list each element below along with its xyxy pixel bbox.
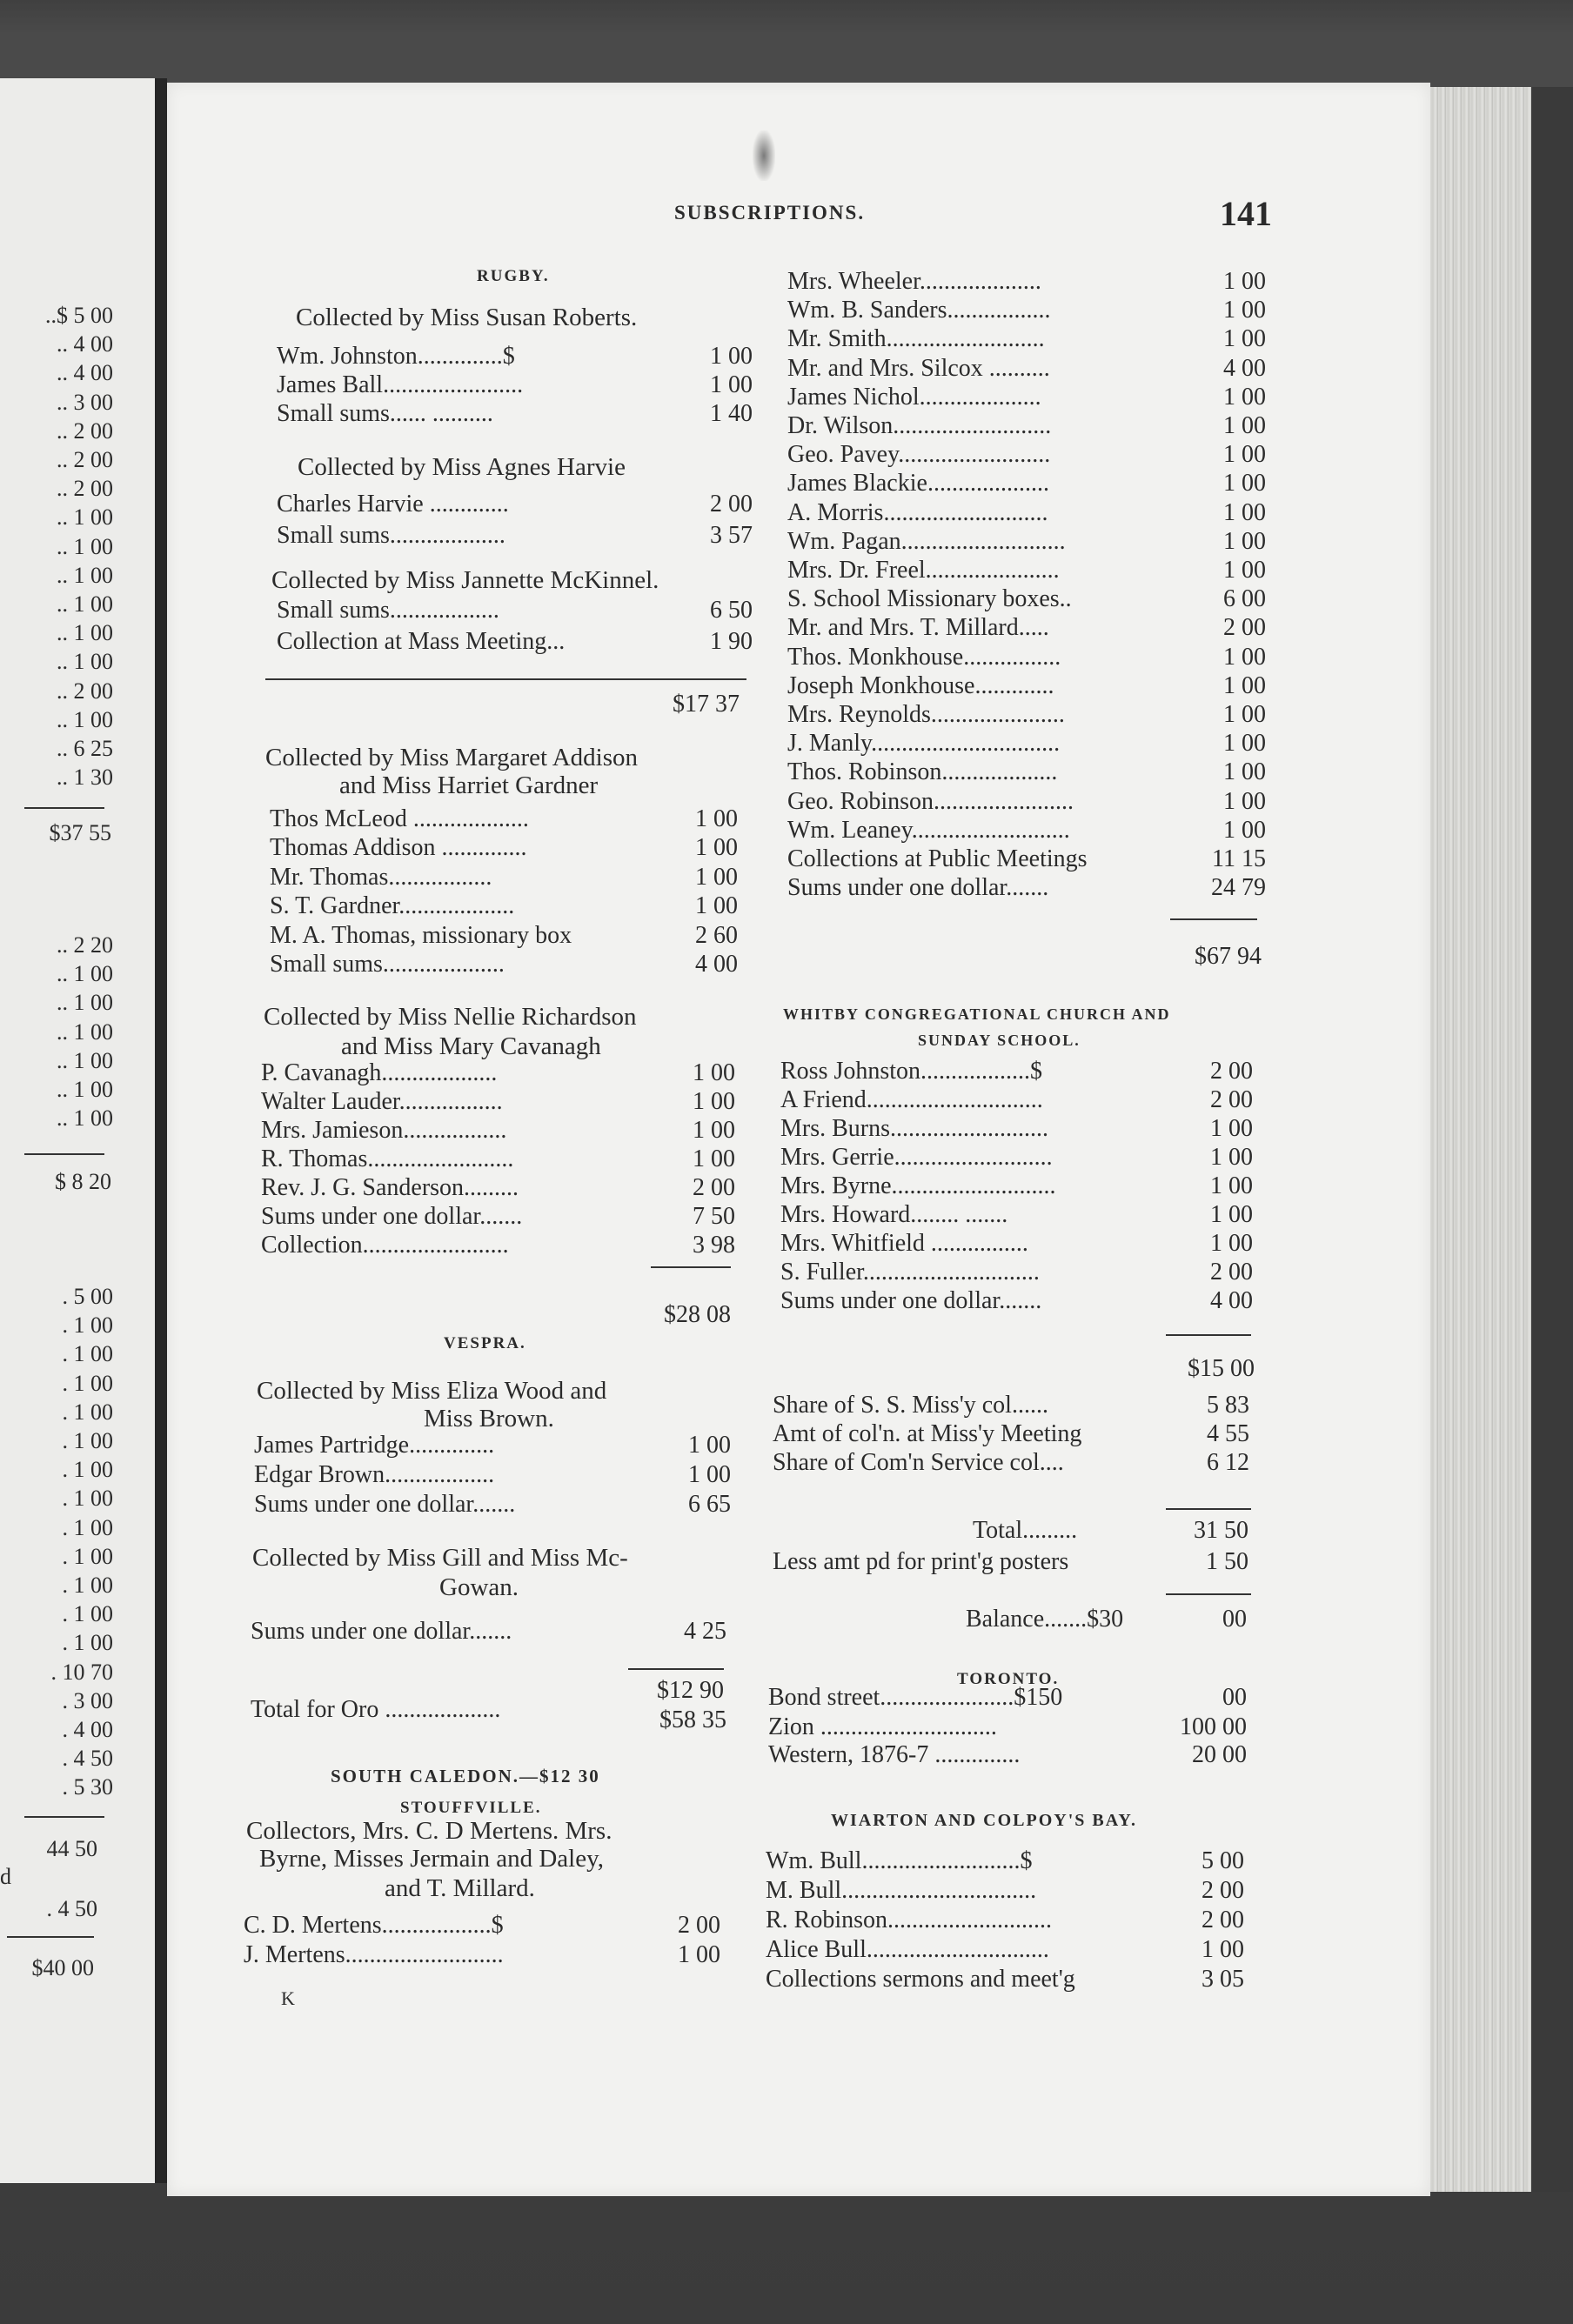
entry-amount: 4 00 [695, 951, 738, 978]
entry-name: Sums under one dollar....... [251, 1619, 512, 1644]
entry-amount: 2 00 [1210, 1259, 1253, 1286]
entry-name: Mr. and Mrs. T. Millard..... [787, 616, 1049, 641]
entry-amount: 2 00 [1202, 1877, 1244, 1904]
entry-name: Mrs. Howard........ ....... [780, 1203, 1008, 1227]
entry-name: Alice Bull.............................. [766, 1938, 1049, 1962]
fragment-amount: .. 2 20 [57, 932, 113, 958]
total-rule [24, 807, 104, 809]
fragment-amount: .. 6 25 [57, 736, 113, 761]
entry-name: P. Cavanagh................... [261, 1061, 498, 1085]
entry-name: Dr. Wilson.......................... [787, 414, 1052, 438]
section-title: SOUTH CALEDON.—$12 30 [331, 1766, 600, 1786]
collector-heading: Collected by Miss Nellie Richardson [264, 1003, 637, 1031]
entry-name: Bond street......................$150 [768, 1686, 1063, 1710]
fragment-amount: .. 4 00 [57, 331, 113, 357]
entry-name: R. Robinson........................... [766, 1908, 1053, 1933]
entry-amount: 1 00 [693, 1059, 735, 1086]
entry-name: Small sums...... .......... [277, 402, 493, 426]
fragment-amount: . 1 00 [62, 1428, 113, 1453]
fragment-amount: . 1 00 [62, 1399, 113, 1425]
entry-amount: 6 12 [1207, 1449, 1249, 1476]
total-amount: 31 50 [1194, 1517, 1248, 1544]
collector-heading: Byrne, Misses Jermain and Daley, [259, 1845, 604, 1873]
total-rule [1170, 918, 1257, 920]
entry-name: Share of Com'n Service col.... [773, 1451, 1064, 1475]
collector-heading: Gowan. [439, 1573, 519, 1601]
entry-amount: 1 00 [695, 892, 738, 920]
entry-amount: 2 00 [1223, 614, 1266, 642]
entry-name: James Blackie.................... [787, 471, 1049, 497]
page-number: 141 [1220, 194, 1272, 233]
entry-name: Mrs. Burns.......................... [780, 1117, 1049, 1141]
entry-amount: 1 00 [1210, 1172, 1253, 1199]
entry-amount: 00 [1222, 1684, 1247, 1711]
entry-name: Rev. J. G. Sanderson......... [261, 1176, 519, 1200]
entry-amount: 1 00 [710, 343, 753, 370]
fragment-amount: ..$ 5 00 [45, 303, 113, 328]
fragment-amount: .. 1 00 [57, 1018, 113, 1045]
fragment-amount: .. 2 00 [57, 447, 113, 472]
entry-name: A Friend............................. [780, 1088, 1043, 1112]
fragment-total: $ 8 20 [55, 1169, 111, 1194]
book-edge-shadow [1531, 87, 1573, 2192]
section-total: $17 37 [673, 691, 740, 718]
total-rule [1166, 1593, 1251, 1595]
fragment-amount: . 4 50 [62, 1746, 113, 1772]
entry-amount: 1 00 [1202, 1936, 1244, 1963]
entry-amount: 1 00 [1223, 557, 1266, 584]
entry-name: A. Morris........................... [787, 500, 1048, 525]
fragment-amount: . 1 00 [62, 1630, 113, 1656]
balance-amount: 00 [1222, 1606, 1247, 1633]
fragment-amount: .. 2 00 [57, 417, 113, 444]
total-rule [1166, 1334, 1251, 1336]
fragment-amount: . 1 00 [62, 1341, 113, 1367]
entry-amount: 3 98 [693, 1232, 735, 1259]
entry-amount: 1 00 [1223, 498, 1266, 526]
entry-amount: 6 50 [710, 597, 753, 624]
fragment-amount: .. 1 00 [57, 649, 113, 675]
entry-amount: 1 00 [1223, 643, 1266, 671]
entry-name: Collections at Public Meetings [787, 847, 1088, 872]
entry-amount: 1 00 [1223, 268, 1266, 295]
section-total: $12 90 [657, 1677, 724, 1704]
collector-heading: and T. Millard. [385, 1874, 535, 1902]
entry-amount: 6 65 [688, 1491, 731, 1518]
entry-amount: 1 00 [1223, 671, 1266, 699]
section-title: SUNDAY SCHOOL. [918, 1032, 1081, 1049]
entry-amount: 1 00 [1223, 730, 1266, 758]
entry-name: Wm. Leaney.......................... [787, 818, 1070, 843]
entry-name: Small sums.................... [270, 952, 505, 977]
fragment-amount: .. 1 00 [57, 533, 113, 559]
fragment-total: $37 55 [49, 820, 111, 845]
entry-name: James Ball....................... [277, 373, 524, 397]
entry-name: Sums under one dollar....... [254, 1493, 516, 1517]
entry-name: Mrs. Jamieson................. [261, 1119, 507, 1143]
fragment-amount: . 1 00 [62, 1601, 113, 1627]
entry-amount: 24 79 [1211, 874, 1266, 902]
entry-name: Sums under one dollar....... [261, 1205, 523, 1229]
fragment-amount: .. 1 00 [57, 591, 113, 617]
entry-amount: 1 00 [695, 805, 738, 832]
running-header: SUBSCRIPTIONS. [674, 202, 866, 224]
entry-name: Zion ............................. [768, 1715, 997, 1740]
entry-amount: 1 00 [1223, 325, 1266, 353]
fragment-amount: . 3 00 [62, 1687, 113, 1713]
fragment-amount: . 5 30 [62, 1774, 113, 1800]
entry-amount: 2 00 [693, 1174, 735, 1201]
collector-heading: Collected by Miss Eliza Wood and [257, 1377, 607, 1405]
collector-heading: and Miss Mary Cavanagh [341, 1032, 601, 1060]
entry-name: Joseph Monkhouse............. [787, 673, 1054, 698]
fragment-amount: . 5 00 [62, 1284, 113, 1309]
entry-amount: 4 25 [684, 1618, 726, 1645]
entry-name: Mr. Thomas................. [270, 865, 492, 890]
fragment-amount: . 10 70 [50, 1659, 113, 1685]
entry-name: Edgar Brown.................. [254, 1463, 495, 1487]
entry-amount: 4 55 [1207, 1420, 1249, 1447]
section-title: RUGBY. [477, 267, 550, 285]
entry-amount: 5 83 [1207, 1392, 1249, 1419]
total-rule [7, 1936, 94, 1938]
entry-amount: 1 00 [678, 1941, 720, 1968]
fragment-amount: . 1 00 [62, 1543, 113, 1569]
entry-name: Wm. Bull..........................$ [766, 1849, 1033, 1873]
entry-name: James Partridge.............. [254, 1433, 495, 1458]
fragment-total: 44 50 [46, 1836, 97, 1861]
total-label: Total......... [973, 1517, 1078, 1544]
entry-name: Collection........................ [261, 1233, 509, 1258]
entry-name: Small sums.................. [277, 598, 499, 623]
entry-name: Sums under one dollar....... [780, 1289, 1042, 1313]
total-rule [651, 1266, 731, 1268]
entry-amount: 100 00 [1180, 1713, 1247, 1740]
fragment-amount: .. 1 00 [57, 706, 113, 732]
total-rule [24, 1816, 104, 1818]
collector-heading: Collectors, Mrs. C. D Mertens. Mrs. [246, 1817, 612, 1845]
entry-amount: 1 90 [710, 628, 753, 655]
total-rule [24, 1153, 104, 1155]
fragment-amount: . 1 00 [62, 1514, 113, 1540]
entry-name: Mr. Smith.......................... [787, 327, 1045, 352]
entry-amount: 1 00 [693, 1117, 735, 1144]
entry-name: Share of S. S. Miss'y col...... [773, 1393, 1048, 1418]
entry-name: Thomas Addison .............. [270, 836, 527, 861]
entry-name: Western, 1876-7 .............. [768, 1743, 1021, 1767]
entry-name: Collections sermons and meet'g [766, 1967, 1075, 1992]
signature-mark: K [281, 1987, 295, 2009]
fragment-amount: . 1 00 [62, 1573, 113, 1598]
fragment-amount: .. 1 00 [57, 504, 113, 531]
fragment-amount: . 1 00 [62, 1312, 113, 1339]
page-stack-edge [1430, 87, 1538, 2192]
deduction-amount: 1 50 [1206, 1548, 1248, 1575]
entry-name: Wm. B. Sanders................. [787, 298, 1051, 324]
entry-amount: 1 00 [695, 834, 738, 862]
entry-name: Amt of col'n. at Miss'y Meeting [773, 1422, 1082, 1446]
entry-amount: 1 00 [1223, 470, 1266, 498]
grand-total-label: Total for Oro ................... [251, 1698, 501, 1722]
entry-name: J. Manly............................... [787, 731, 1061, 757]
collector-heading: Miss Brown. [424, 1405, 554, 1432]
entry-amount: 4 00 [1210, 1287, 1253, 1314]
entry-amount: 1 00 [1223, 412, 1266, 439]
entry-amount: 1 00 [1210, 1115, 1253, 1142]
fragment-amount: . 1 00 [62, 1370, 113, 1396]
fragment-amount: .. 1 00 [57, 961, 113, 987]
entry-amount: 2 00 [1210, 1086, 1253, 1113]
entry-name: Wm. Johnston..............$ [277, 344, 515, 369]
section-title: WHITBY CONGREGATIONAL CHURCH AND [783, 1005, 1171, 1023]
fragment-amount: .. 3 00 [57, 389, 113, 415]
fragment-amount: . 4 00 [62, 1717, 113, 1742]
entry-name: M. Bull................................ [766, 1879, 1037, 1903]
entry-amount: 3 05 [1202, 1966, 1244, 1993]
entry-amount: 2 00 [710, 491, 753, 518]
entry-name: Small sums................... [277, 524, 505, 548]
entry-amount: 1 00 [693, 1088, 735, 1115]
entry-amount: 1 00 [688, 1461, 731, 1488]
entry-amount: 1 00 [1223, 383, 1266, 411]
entry-name: Collection at Mass Meeting... [277, 630, 566, 654]
entry-name: Mrs. Dr. Freel...................... [787, 558, 1060, 583]
entry-name: Mr. and Mrs. Silcox .......... [787, 356, 1050, 381]
entry-name: Geo. Pavey......................... [787, 443, 1051, 468]
collector-heading: and Miss Harriet Gardner [339, 771, 599, 799]
section-title: TORONTO. [957, 1670, 1060, 1688]
entry-name: Charles Harvie ............. [277, 492, 509, 517]
ink-smudge [753, 130, 775, 181]
fragment-amount: .. 1 00 [57, 562, 113, 588]
entry-amount: 1 00 [1210, 1144, 1253, 1171]
entry-name: Geo. Robinson....................... [787, 789, 1074, 814]
entry-name: C. D. Mertens..................$ [244, 1913, 504, 1938]
entry-name: James Nichol.................... [787, 384, 1041, 410]
entry-amount: 1 00 [1223, 787, 1266, 815]
entry-amount: 1 00 [1223, 758, 1266, 786]
entry-amount: 20 00 [1192, 1741, 1247, 1768]
section-title: VESPRA. [444, 1334, 526, 1352]
entry-name: Mrs. Byrne........................... [780, 1174, 1056, 1199]
entry-name: M. A. Thomas, missionary box [270, 923, 572, 948]
entry-name: Mrs. Whitfield ................ [780, 1232, 1028, 1256]
balance-label: Balance.......$30 [966, 1606, 1124, 1633]
entry-amount: 1 00 [1223, 297, 1266, 324]
entry-name: R. Thomas........................ [261, 1147, 514, 1172]
grand-total-amount: $58 35 [659, 1706, 726, 1733]
entry-name: Ross Johnston..................$ [780, 1059, 1043, 1084]
collector-heading: Collected by Miss Susan Roberts. [296, 304, 638, 331]
entry-amount: 2 60 [695, 921, 738, 949]
section-title: STOUFFVILLE. [400, 1799, 542, 1817]
entry-amount: 1 00 [1210, 1201, 1253, 1228]
entry-name: Thos McLeod ................... [270, 807, 529, 831]
entry-amount: 11 15 [1212, 845, 1266, 872]
entry-amount: 5 00 [1202, 1847, 1244, 1874]
entry-amount: 2 00 [678, 1912, 720, 1939]
fragment-amount: .. 1 00 [57, 1105, 113, 1132]
fragment-amount: .. 1 00 [57, 1077, 113, 1102]
collector-heading: Collected by Miss Jannette McKinnel. [271, 566, 659, 594]
entry-name: Thos. Robinson................... [787, 760, 1058, 785]
entry-amount: 1 00 [1223, 441, 1266, 469]
entry-name: S. School Missionary boxes.. [787, 587, 1072, 612]
fragment-letter: d [0, 1864, 11, 1889]
fragment-amount: .. 2 00 [57, 476, 113, 502]
entry-amount: 3 57 [710, 522, 753, 549]
entry-amount: 6 00 [1223, 585, 1266, 613]
entry-name: Walter Lauder................. [261, 1090, 503, 1114]
entry-amount: 7 50 [693, 1203, 735, 1230]
entry-name: S. T. Gardner................... [270, 894, 515, 919]
fragment-amount: .. 1 00 [57, 1047, 113, 1073]
fragment-amount: . 1 00 [62, 1486, 113, 1512]
entry-name: Mrs. Gerrie.......................... [780, 1145, 1053, 1170]
fragment-amount: .. 1 00 [57, 990, 113, 1016]
entry-name: Wm. Pagan........................... [787, 529, 1066, 554]
entry-amount: 1 00 [1210, 1230, 1253, 1257]
section-total: $15 00 [1188, 1355, 1255, 1382]
entry-amount: 4 00 [1223, 354, 1266, 382]
total-rule [265, 678, 746, 680]
fragment-amount: .. 2 00 [57, 678, 113, 704]
fragment-amount: .. 4 00 [57, 360, 113, 386]
deduction-label: Less amt pd for print'g posters [773, 1550, 1069, 1574]
entry-amount: 1 00 [695, 863, 738, 891]
total-rule [628, 1668, 724, 1670]
left-page-gutter [155, 78, 167, 2183]
entry-amount: 1 00 [1223, 527, 1266, 555]
entry-amount: 1 00 [1223, 701, 1266, 728]
entry-name: J. Mertens.......................... [244, 1943, 504, 1967]
entry-amount: 2 00 [1210, 1058, 1253, 1085]
entry-name: Mrs. Reynolds...................... [787, 703, 1065, 727]
entry-amount: 2 00 [1202, 1907, 1244, 1933]
section-title: WIARTON AND COLPOY'S BAY. [831, 1811, 1137, 1830]
fragment-amount: . 4 50 [46, 1896, 97, 1921]
section-total: $28 08 [664, 1301, 731, 1328]
collector-heading: Collected by Miss Gill and Miss Mc- [252, 1544, 628, 1572]
entry-amount: 1 00 [693, 1145, 735, 1172]
entry-name: Sums under one dollar....... [787, 876, 1049, 901]
collector-heading: Collected by Miss Margaret Addison [265, 744, 638, 771]
collector-heading: Collected by Miss Agnes Harvie [298, 453, 626, 481]
entry-amount: 1 00 [710, 371, 753, 398]
total-rule [1166, 1508, 1251, 1510]
entry-name: S. Fuller............................. [780, 1260, 1040, 1285]
fragment-amount: .. 1 00 [57, 620, 113, 646]
fragment-total: $40 00 [31, 1955, 94, 1980]
fragment-amount: . 1 00 [62, 1457, 113, 1483]
entry-name: Mrs. Wheeler.................... [787, 270, 1041, 294]
entry-amount: 1 00 [1223, 816, 1266, 844]
entry-amount: 1 00 [688, 1432, 731, 1459]
fragment-amount: .. 1 30 [57, 765, 113, 791]
entry-amount: 1 40 [710, 400, 753, 427]
section-total: $67 94 [1195, 943, 1262, 970]
entry-name: Thos. Monkhouse................ [787, 644, 1061, 670]
